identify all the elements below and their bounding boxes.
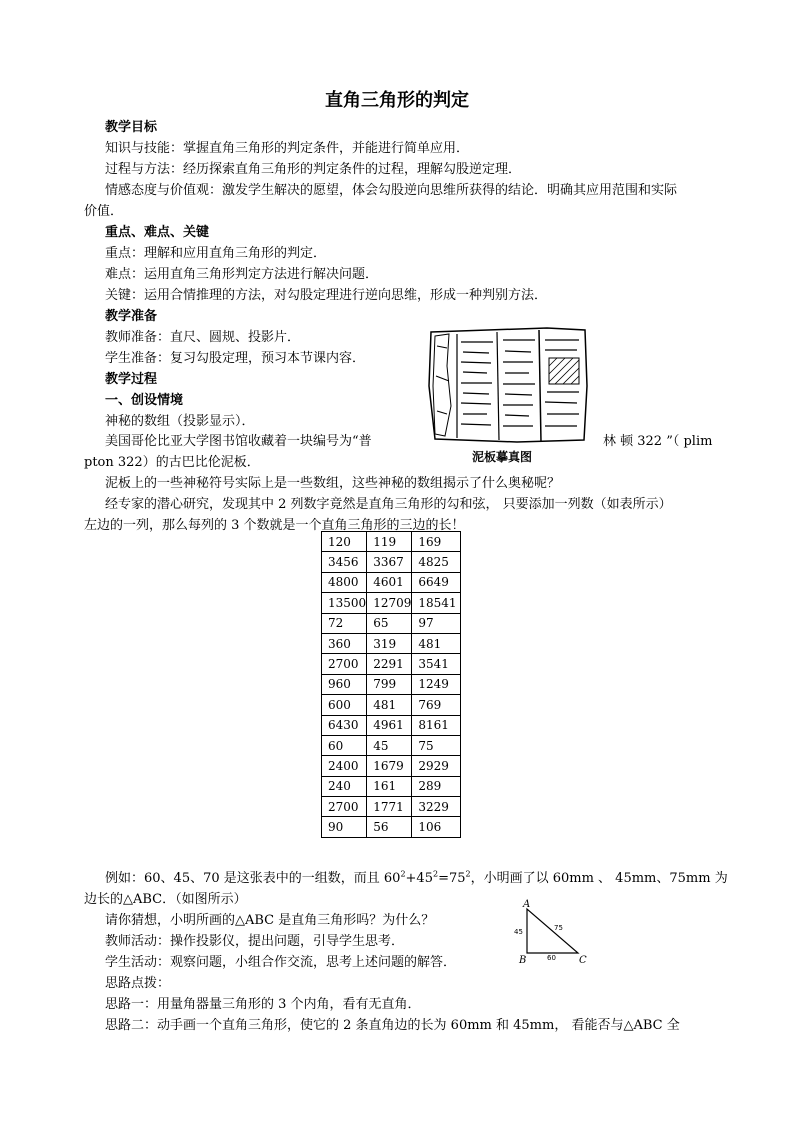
side-bc-label: 60 [547,954,556,962]
heading-key-points: 重点、难点、关键 [105,225,210,240]
side-ac-label: 75 [554,924,563,932]
table-cell: 4601 [367,572,412,592]
table-row [322,797,461,817]
table-cell: 3456 [322,552,367,572]
table-cell: 319 [367,633,412,653]
table-cell: 120 [322,532,367,552]
table-row [322,776,461,796]
table-cell: 6649 [412,572,461,592]
table-cell: 1771 [367,797,412,817]
vertex-b-label: B [519,955,527,966]
table-cell: 1249 [412,674,461,694]
idea-one: 思路一：用量角器量三角形的 3 个内角，看有无直角． [105,997,421,1012]
table-cell: 2700 [322,797,367,817]
goal-attitude-cont: 价值． [84,204,124,219]
goal-attitude: 情感态度与价值观：激发学生解决的愿望，体会勾股逆向思维所获得的结论．明确其应用范围和实际 [105,183,678,198]
student-activity: 学生活动：观察问题，小组合作交流，思考上述问题的解答． [105,955,457,970]
table-cell: 97 [412,613,461,633]
figure-caption: 泥板摹真图 [472,450,533,464]
table-cell: 75 [412,735,461,755]
vertex-c-label: C [579,955,587,966]
table-cell: 960 [322,674,367,694]
table-row [322,532,461,552]
paragraph: 林 顿 322 ”（ plim [603,434,713,449]
page-title: 直角三角形的判定 [325,90,469,111]
table-cell: 3367 [367,552,412,572]
table-cell: 106 [412,817,461,837]
table-row [322,593,461,613]
number-table [321,531,461,838]
table-cell: 4800 [322,572,367,592]
table-cell: 18541 [412,593,461,613]
table-row [322,633,461,653]
example-line-cont: 边长的△ABC．（如图所示） [84,892,247,907]
side-ab-label: 45 [514,928,523,936]
paragraph: 美国哥伦比亚大学图书馆收藏着一块编号为“普 [105,434,372,449]
table-cell: 481 [367,695,412,715]
table-cell: 6430 [322,715,367,735]
table-row [322,654,461,674]
table-cell: 2700 [322,654,367,674]
table-cell: 65 [367,613,412,633]
student-preparation: 学生准备：复习勾股定理，预习本节课内容． [105,351,366,366]
teacher-activity: 教师活动：操作投影仪，提出问题，引导学生思考． [105,934,405,949]
table-row [322,715,461,735]
heading-goals: 教学目标 [105,120,158,135]
table-row [322,572,461,592]
teacher-preparation: 教师准备：直尺、圆规、投影片． [105,330,301,345]
table-row [322,552,461,572]
table-cell: 2929 [412,756,461,776]
table-cell: 3229 [412,797,461,817]
table-row [322,756,461,776]
triangle-abc-figure [508,897,594,967]
hint-heading: 思路点拨： [105,976,171,991]
table-cell: 12709 [367,593,412,613]
table-cell: 56 [367,817,412,837]
paragraph: pton 322）的古巴比伦泥板． [84,455,260,470]
table-cell: 119 [367,532,412,552]
table-cell: 1679 [367,756,412,776]
table-cell: 769 [412,695,461,715]
table-cell: 3541 [412,654,461,674]
table-cell: 8161 [412,715,461,735]
heading-process: 教学过程 [105,372,158,387]
table-cell: 161 [367,776,412,796]
table-row [322,695,461,715]
paragraph: 泥板上的一些神秘符号实际上是一些数组，这些神秘的数组揭示了什么奥秘呢？ [105,476,561,491]
table-cell: 481 [412,633,461,653]
table-row [322,817,461,837]
key-point: 重点：理解和应用直角三角形的判定． [105,246,327,261]
table-cell: 600 [322,695,367,715]
table-cell: 2291 [367,654,412,674]
table-cell: 289 [412,776,461,796]
heading-scenario: 一、创设情境 [105,393,184,408]
table-cell: 60 [322,735,367,755]
table-row [322,613,461,633]
table-cell: 45 [367,735,412,755]
goal-process: 过程与方法：经历探索直角三角形的判定条件的过程，理解勾股逆定理． [105,162,522,177]
vertex-a-label: A [523,899,531,910]
table-cell: 169 [412,532,461,552]
table-cell: 799 [367,674,412,694]
question: 请你猜想，小明所画的△ABC 是直角三角形吗？为什么？ [105,913,435,928]
table-cell: 240 [322,776,367,796]
difficult-point: 难点：运用直角三角形判定方法进行解决问题． [105,267,379,282]
table-cell: 72 [322,613,367,633]
paragraph: 经专家的潜心研究，发现其中 2 列数字竟然是直角三角形的勾和弦， 只要添加一列数（如表所示） [105,497,672,512]
table-row [322,674,461,694]
example-line: 例如：60、45、70 是这张表中的一组数，而且 $60^2+45^2=75^2$，小明画了以 60mm 、 45mm、75mm 为 [105,869,728,886]
table-cell: 13500 [322,593,367,613]
table-cell: 90 [322,817,367,837]
critical-point: 关键：运用合情推理的方法，对勾股定理进行逆向思维，形成一种判别方法． [105,288,548,303]
paragraph: 神秘的数组（投影显示）． [105,414,255,429]
heading-preparation: 教学准备 [105,309,158,324]
clay-tablet-illustration [427,326,590,444]
table-cell: 360 [322,633,367,653]
table-cell: 2400 [322,756,367,776]
goal-knowledge: 知识与技能：掌握直角三角形的判定条件，并能进行简单应用． [105,141,470,156]
table-cell: 4961 [367,715,412,735]
table-cell: 4825 [412,552,461,572]
paragraph: 左边的一列，那么每列的 3 个数就是一个直角三角形的三边的长！ [84,518,465,533]
idea-two: 思路二：动手画一个直角三角形，使它的 2 条直角边的长为 60mm 和 45mm， 看能否与△ABC 全 [105,1018,680,1033]
table-row [322,735,461,755]
